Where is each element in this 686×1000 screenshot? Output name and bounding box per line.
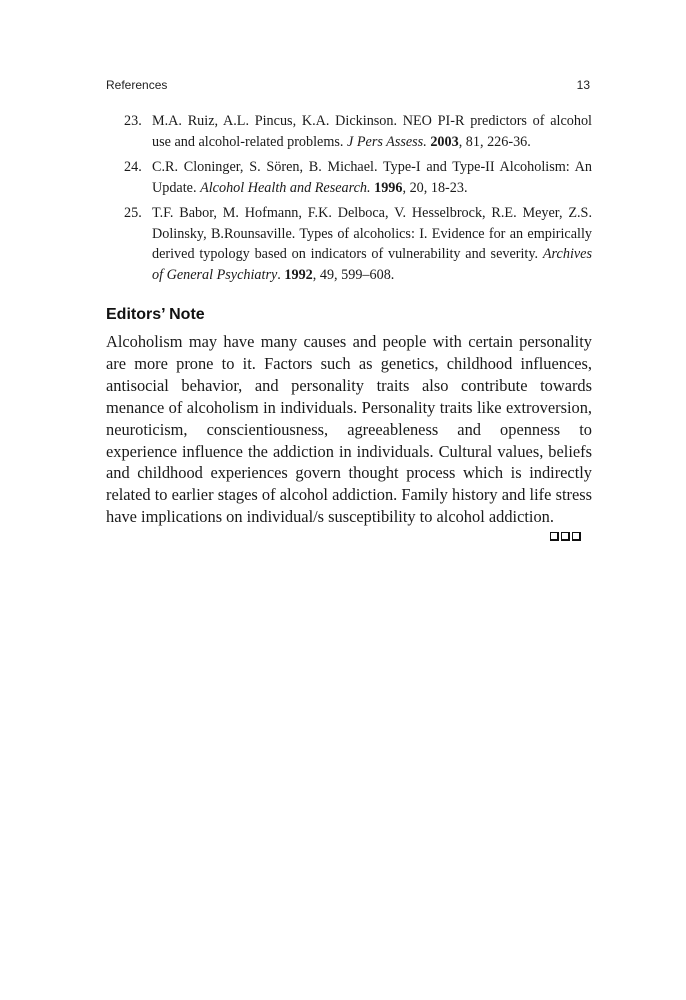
reference-item <box>124 111 592 152</box>
reference-journal: Archives of General Psychiatry <box>152 246 592 283</box>
editors-note-body: Alcoholism may have many causes and people with certain personality are more prone to it. Factors such as genetics, childhood influences, antisocial behavior, and personality traits also contribute towards menance of alcoholism in individuals. Personality traits like extroversion, neuroticism, conscientiousness, agreeableness and openness to experience influence the addiction in individuals. Cultural values, beliefs and childhood experiences govern thought process which is indirectly related to earlier stages of alcohol addiction. Family history and life stress have implications on individual/s susceptibility to alcohol addiction. <box>106 332 592 527</box>
reference-number: 24. <box>124 159 142 175</box>
end-box-icon <box>572 532 581 541</box>
reference-authors-title: T.F. Babor, M. Hofmann, F.K. Delboca, V. Hesselbrock, R.E. Meyer, Z.S. Dolinsky, B.Rounsaville. Types of alcoholics: I. Evidence for an empirically derived typology based on indicators of vulnerability and severity. <box>152 205 592 262</box>
reference-volume-pages: , 81, 226-36. <box>458 133 531 150</box>
end-of-chapter-mark <box>550 532 581 544</box>
reference-separator: . <box>277 266 285 283</box>
editors-note-heading: Editors’ Note <box>106 306 205 323</box>
reference-authors-title: M.A. Ruiz, A.L. Pincus, K.A. Dickinson. NEO PI-R predictors of alcohol use and alcohol-related problems. <box>152 113 592 150</box>
reference-journal: J Pers Assess. <box>347 133 427 150</box>
reference-number: 25. <box>124 205 142 221</box>
page-number: 13 <box>576 78 590 92</box>
reference-item <box>124 203 592 285</box>
reference-year: 1996 <box>374 179 403 196</box>
reference-item <box>124 157 592 198</box>
reference-volume-pages: , 20, 18-23. <box>402 179 468 196</box>
reference-volume-pages: , 49, 599–608. <box>312 266 395 283</box>
reference-authors-title: C.R. Cloninger, S. Sören, B. Michael. Type-I and Type-II Alcoholism: An Update. <box>152 159 592 196</box>
reference-journal: Alcohol Health and Research. <box>200 179 371 196</box>
reference-number: 23. <box>124 113 142 129</box>
reference-year: 2003 <box>430 133 459 150</box>
section-title: References <box>106 78 168 92</box>
reference-year: 1992 <box>284 266 313 283</box>
end-box-icon <box>561 532 570 541</box>
end-box-icon <box>550 532 559 541</box>
reference-list <box>124 111 592 290</box>
